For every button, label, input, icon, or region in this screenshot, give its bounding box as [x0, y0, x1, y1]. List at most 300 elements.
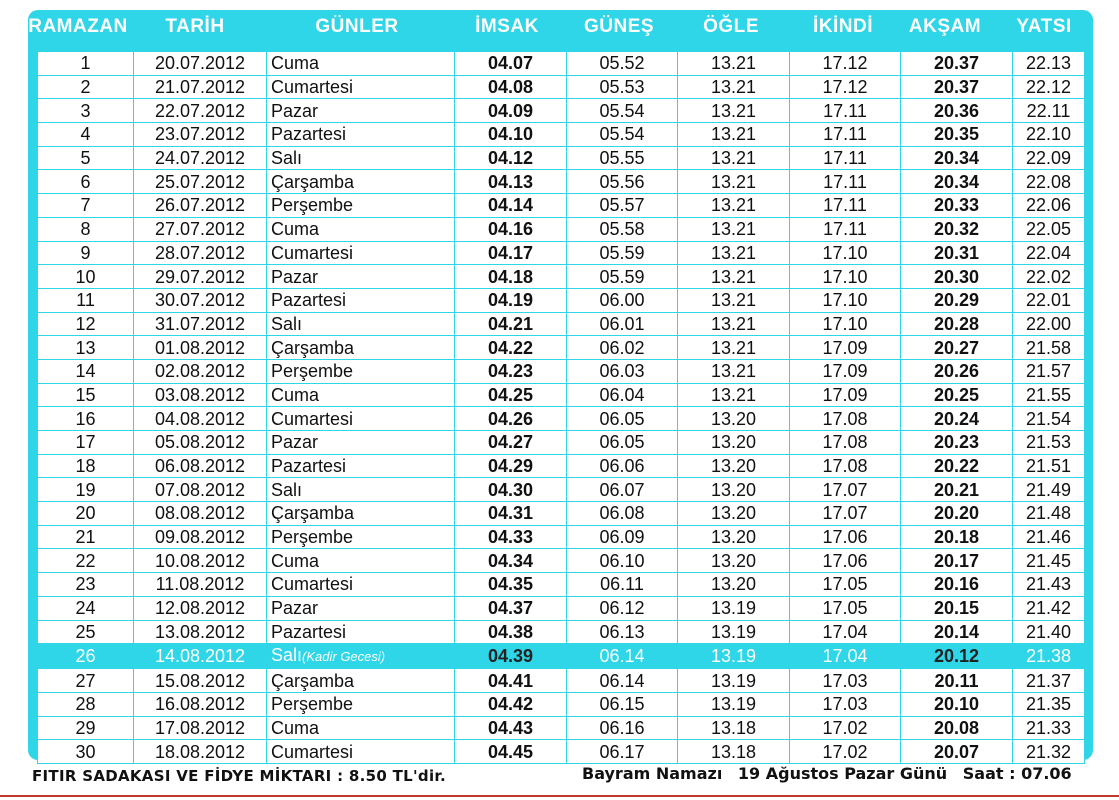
date-value: 03.08.2012 — [154, 384, 246, 405]
weekday-value: Pazartesi — [271, 290, 347, 311]
date-value: 31.07.2012 — [154, 313, 246, 334]
header-imsak: İMSAK — [475, 16, 539, 37]
cell-date — [134, 549, 267, 573]
cell-date — [134, 123, 267, 147]
cell-day-number — [38, 123, 134, 147]
ikindi-value: 17.12 — [822, 53, 868, 74]
gunes-value: 06.17 — [599, 741, 645, 762]
table-row — [38, 692, 1085, 716]
date-value: 13.08.2012 — [154, 621, 246, 642]
cell-date — [134, 383, 267, 407]
day-number-value: 1 — [80, 53, 91, 74]
weekday-value: Cuma — [271, 384, 320, 405]
cell-imsak — [455, 288, 567, 312]
date-value: 11.08.2012 — [155, 574, 245, 595]
cell-imsak — [455, 383, 567, 407]
ikindi-value: 17.11 — [823, 171, 867, 192]
day-number-value: 6 — [80, 171, 91, 192]
day-number-value: 10 — [75, 266, 96, 287]
cell-imsak — [455, 336, 567, 360]
table-row — [38, 99, 1085, 123]
cell-day-number — [38, 407, 134, 431]
cell-yatsi — [1013, 669, 1085, 693]
cell-date — [134, 407, 267, 431]
cell-yatsi — [1013, 241, 1085, 265]
table-row — [38, 549, 1085, 573]
imsak-value: 04.21 — [487, 313, 534, 334]
cell-aksam — [901, 407, 1013, 431]
ogle-value: 13.20 — [710, 550, 757, 571]
imsak-value: 04.41 — [487, 670, 534, 691]
gunes-value: 06.14 — [599, 670, 645, 691]
day-number-value: 15 — [75, 384, 96, 405]
bottom-rule — [0, 795, 1119, 797]
cell-aksam — [901, 454, 1013, 478]
ogle-value: 13.21 — [710, 124, 757, 145]
ikindi-value: 17.12 — [822, 77, 868, 98]
ogle-value: 13.21 — [710, 171, 757, 192]
cell-weekday — [267, 312, 455, 336]
cell-aksam — [901, 241, 1013, 265]
aksam-value: 20.28 — [933, 313, 980, 334]
yatsi-value: 21.32 — [1025, 741, 1072, 762]
cell-imsak — [455, 312, 567, 336]
cell-weekday — [267, 716, 455, 740]
cell-weekday — [267, 75, 455, 99]
ikindi-value: 17.08 — [822, 456, 868, 477]
cell-day-number — [38, 596, 134, 620]
cell-yatsi — [1013, 525, 1085, 549]
weekday-value: Cuma — [271, 53, 320, 74]
timetable-frame — [28, 10, 1093, 760]
aksam-value: 20.24 — [933, 408, 980, 429]
date-value: 16.08.2012 — [154, 694, 246, 715]
cell-date — [134, 620, 267, 644]
ogle-value: 13.19 — [710, 621, 757, 642]
aksam-value: 20.16 — [933, 574, 980, 595]
cell-weekday — [267, 502, 455, 526]
gunes-value: 06.05 — [599, 432, 645, 453]
cell-ogle — [678, 478, 790, 502]
cell-gunes — [567, 740, 678, 764]
cell-day-number — [38, 99, 134, 123]
ogle-value: 13.20 — [710, 574, 757, 595]
imsak-value: 04.18 — [487, 266, 534, 287]
weekday-value: Cumartesi — [271, 408, 354, 429]
day-number-value: 7 — [80, 195, 91, 216]
cell-gunes — [567, 312, 678, 336]
cell-gunes — [567, 502, 678, 526]
table-row — [38, 669, 1085, 693]
cell-weekday — [267, 407, 455, 431]
gunes-value: 06.08 — [599, 503, 645, 524]
cell-date — [134, 312, 267, 336]
yatsi-value: 22.01 — [1025, 290, 1072, 311]
cell-aksam — [901, 573, 1013, 597]
cell-ogle — [678, 692, 790, 716]
gunes-value: 06.06 — [599, 456, 645, 477]
aksam-value: 20.11 — [934, 670, 979, 691]
imsak-value: 04.33 — [487, 527, 534, 548]
imsak-value: 04.35 — [487, 574, 534, 595]
cell-weekday — [267, 217, 455, 241]
gunes-value: 05.58 — [599, 219, 645, 240]
aksam-value: 20.33 — [933, 195, 980, 216]
date-value: 24.07.2012 — [154, 148, 246, 169]
aksam-value: 20.32 — [933, 219, 980, 240]
cell-date — [134, 573, 267, 597]
cell-ikindi — [790, 194, 901, 218]
table-row — [38, 170, 1085, 194]
ikindi-value: 17.10 — [822, 266, 868, 287]
ikindi-value: 17.06 — [822, 527, 868, 548]
cell-date — [134, 596, 267, 620]
cell-ikindi — [790, 288, 901, 312]
day-number-value: 29 — [75, 717, 96, 738]
cell-ikindi — [790, 502, 901, 526]
date-value: 08.08.2012 — [154, 503, 246, 524]
date-value: 09.08.2012 — [154, 527, 246, 548]
date-value: 17.08.2012 — [154, 717, 246, 738]
imsak-value: 04.45 — [487, 741, 534, 762]
weekday-value: Çarşamba — [271, 337, 355, 358]
cell-yatsi — [1013, 99, 1085, 123]
cell-aksam — [901, 312, 1013, 336]
weekday-value: Cumartesi — [271, 77, 354, 98]
cell-date — [134, 217, 267, 241]
cell-gunes — [567, 549, 678, 573]
cell-yatsi — [1013, 123, 1085, 147]
cell-ogle — [678, 620, 790, 644]
cell-ogle — [678, 740, 790, 764]
table-row — [38, 454, 1085, 478]
cell-date — [134, 502, 267, 526]
cell-day-number — [38, 52, 134, 76]
cell-ogle — [678, 716, 790, 740]
cell-imsak — [455, 146, 567, 170]
aksam-value: 20.23 — [933, 432, 980, 453]
cell-gunes — [567, 478, 678, 502]
yatsi-value: 22.05 — [1025, 219, 1072, 240]
ogle-value: 13.20 — [710, 432, 757, 453]
cell-ogle — [678, 669, 790, 693]
yatsi-value: 21.54 — [1025, 408, 1072, 429]
cell-aksam — [901, 716, 1013, 740]
ikindi-value: 17.11 — [823, 148, 867, 169]
yatsi-value: 22.10 — [1025, 124, 1072, 145]
cell-ogle — [678, 431, 790, 455]
gunes-value: 06.00 — [599, 290, 645, 311]
date-value: 07.08.2012 — [154, 479, 246, 500]
cell-gunes — [567, 669, 678, 693]
ogle-value: 13.20 — [710, 408, 757, 429]
yatsi-value: 21.58 — [1025, 337, 1072, 358]
yatsi-value: 22.00 — [1025, 313, 1072, 334]
day-number-value: 16 — [75, 408, 96, 429]
date-value: 28.07.2012 — [154, 242, 246, 263]
weekday-value: Pazartesi — [271, 456, 347, 477]
cell-imsak — [455, 265, 567, 289]
cell-date — [134, 431, 267, 455]
day-number-value: 26 — [75, 646, 96, 667]
imsak-value: 04.26 — [487, 408, 534, 429]
cell-day-number — [38, 431, 134, 455]
cell-ogle — [678, 573, 790, 597]
cell-ikindi — [790, 170, 901, 194]
cell-aksam — [901, 644, 1013, 669]
table-row — [38, 478, 1085, 502]
date-value: 04.08.2012 — [154, 408, 246, 429]
cell-yatsi — [1013, 170, 1085, 194]
weekday-value: Salı — [271, 148, 303, 169]
bayram-date: 19 Ağustos Pazar Günü — [737, 764, 948, 783]
imsak-value: 04.16 — [487, 219, 534, 240]
day-number-value: 2 — [80, 77, 91, 98]
prayer-times-table — [37, 51, 1085, 764]
imsak-value: 04.07 — [487, 53, 534, 74]
yatsi-value: 21.40 — [1025, 621, 1072, 642]
cell-ikindi — [790, 217, 901, 241]
yatsi-value: 22.09 — [1025, 148, 1072, 169]
day-number-value: 12 — [75, 313, 96, 334]
table-row — [38, 596, 1085, 620]
fitir-sadakasi-text: FITIR SADAKASI VE FİDYE MİKTARI : 8.50 TL'dir. — [32, 767, 446, 785]
cell-day-number — [38, 644, 134, 669]
ikindi-value: 17.04 — [822, 621, 868, 642]
imsak-value: 04.43 — [487, 717, 534, 738]
ikindi-value: 17.10 — [822, 313, 868, 334]
cell-weekday — [267, 288, 455, 312]
weekday-value: Pazar — [271, 100, 319, 121]
aksam-value: 20.36 — [933, 100, 980, 121]
weekday-value: Çarşamba — [271, 670, 355, 691]
cell-imsak — [455, 99, 567, 123]
cell-aksam — [901, 146, 1013, 170]
cell-imsak — [455, 740, 567, 764]
gunes-value: 05.55 — [599, 148, 645, 169]
imsak-value: 04.19 — [487, 290, 534, 311]
ogle-value: 13.20 — [710, 527, 757, 548]
day-number-value: 13 — [75, 337, 96, 358]
cell-ogle — [678, 502, 790, 526]
cell-ikindi — [790, 312, 901, 336]
ikindi-value: 17.11 — [823, 100, 867, 121]
gunes-value: 05.54 — [599, 100, 645, 121]
header-gunes: GÜNEŞ — [583, 16, 655, 37]
cell-ikindi — [790, 52, 901, 76]
cell-ogle — [678, 194, 790, 218]
day-number-value: 4 — [80, 124, 91, 145]
cell-imsak — [455, 123, 567, 147]
cell-imsak — [455, 431, 567, 455]
cell-date — [134, 359, 267, 383]
ogle-value: 13.18 — [710, 717, 757, 738]
timetable-grid — [37, 51, 1084, 764]
ogle-value: 13.19 — [710, 670, 757, 691]
aksam-value: 20.20 — [933, 503, 980, 524]
cell-ikindi — [790, 573, 901, 597]
table-header — [28, 10, 1093, 46]
cell-ogle — [678, 99, 790, 123]
aksam-value: 20.08 — [933, 717, 980, 738]
cell-gunes — [567, 431, 678, 455]
cell-yatsi — [1013, 692, 1085, 716]
yatsi-value: 22.02 — [1025, 266, 1072, 287]
cell-day-number — [38, 620, 134, 644]
cell-imsak — [455, 52, 567, 76]
ikindi-value: 17.11 — [823, 124, 867, 145]
cell-date — [134, 194, 267, 218]
weekday-value: Pazartesi — [271, 124, 347, 145]
cell-weekday — [267, 383, 455, 407]
gunes-value: 05.57 — [599, 195, 645, 216]
yatsi-value: 21.37 — [1025, 670, 1072, 691]
weekday-value: Cumartesi — [271, 242, 354, 263]
cell-ogle — [678, 52, 790, 76]
cell-aksam — [901, 620, 1013, 644]
yatsi-value: 22.13 — [1025, 53, 1072, 74]
date-value: 30.07.2012 — [154, 290, 246, 311]
yatsi-value: 21.46 — [1025, 527, 1072, 548]
cell-aksam — [901, 549, 1013, 573]
gunes-value: 06.04 — [599, 384, 645, 405]
cell-ikindi — [790, 716, 901, 740]
cell-gunes — [567, 692, 678, 716]
aksam-value: 20.26 — [933, 361, 980, 382]
imsak-value: 04.22 — [487, 337, 534, 358]
imsak-value: 04.17 — [487, 242, 534, 263]
day-number-value: 21 — [75, 527, 96, 548]
imsak-value: 04.23 — [487, 361, 534, 382]
cell-weekday — [267, 549, 455, 573]
table-row — [38, 525, 1085, 549]
cell-imsak — [455, 359, 567, 383]
table-row — [38, 431, 1085, 455]
ikindi-value: 17.09 — [822, 384, 868, 405]
cell-weekday — [267, 596, 455, 620]
cell-gunes — [567, 359, 678, 383]
cell-date — [134, 52, 267, 76]
imsak-value: 04.42 — [487, 694, 534, 715]
cell-ikindi — [790, 75, 901, 99]
table-row — [38, 217, 1085, 241]
cell-aksam — [901, 170, 1013, 194]
ikindi-value: 17.10 — [822, 242, 868, 263]
yatsi-value: 22.06 — [1025, 195, 1072, 216]
imsak-value: 04.25 — [487, 384, 534, 405]
cell-gunes — [567, 194, 678, 218]
cell-imsak — [455, 644, 567, 669]
yatsi-value: 21.35 — [1025, 694, 1072, 715]
cell-ogle — [678, 170, 790, 194]
weekday-value: Cuma — [271, 219, 320, 240]
cell-day-number — [38, 359, 134, 383]
cell-day-number — [38, 146, 134, 170]
cell-weekday — [267, 99, 455, 123]
gunes-value: 06.15 — [599, 694, 645, 715]
cell-ogle — [678, 146, 790, 170]
gunes-value: 06.13 — [599, 621, 645, 642]
bayram-namazi-info — [582, 764, 1082, 783]
cell-day-number — [38, 170, 134, 194]
aksam-value: 20.34 — [933, 148, 980, 169]
cell-gunes — [567, 52, 678, 76]
cell-weekday — [267, 123, 455, 147]
ogle-value: 13.20 — [710, 479, 757, 500]
cell-aksam — [901, 123, 1013, 147]
weekday-value: Çarşamba — [271, 171, 355, 192]
gunes-value: 05.59 — [599, 266, 645, 287]
yatsi-value: 21.55 — [1025, 384, 1072, 405]
yatsi-value: 21.33 — [1025, 717, 1072, 738]
day-number-value: 22 — [75, 550, 96, 571]
cell-aksam — [901, 265, 1013, 289]
cell-yatsi — [1013, 454, 1085, 478]
date-value: 06.08.2012 — [154, 456, 246, 477]
ogle-value: 13.21 — [710, 266, 757, 287]
cell-imsak — [455, 217, 567, 241]
imsak-value: 04.09 — [487, 100, 534, 121]
yatsi-value: 21.53 — [1025, 432, 1072, 453]
aksam-value: 20.37 — [933, 77, 980, 98]
ogle-value: 13.21 — [710, 361, 757, 382]
cell-yatsi — [1013, 146, 1085, 170]
ikindi-value: 17.09 — [822, 361, 868, 382]
cell-yatsi — [1013, 336, 1085, 360]
ogle-value: 13.21 — [710, 242, 757, 263]
yatsi-value: 21.45 — [1025, 550, 1072, 571]
cell-aksam — [901, 383, 1013, 407]
date-value: 12.08.2012 — [154, 598, 246, 619]
imsak-value: 04.10 — [487, 124, 534, 145]
weekday-value: Salı — [271, 313, 303, 334]
cell-ikindi — [790, 740, 901, 764]
ogle-value: 13.21 — [710, 384, 757, 405]
cell-ogle — [678, 644, 790, 669]
cell-day-number — [38, 265, 134, 289]
bayram-saat: Saat : 07.06 — [962, 764, 1072, 783]
imsak-value: 04.38 — [487, 621, 534, 642]
aksam-value: 20.14 — [933, 621, 980, 642]
ikindi-value: 17.08 — [822, 408, 868, 429]
cell-weekday — [267, 573, 455, 597]
table-row — [38, 52, 1085, 76]
weekday-value: Cumartesi — [271, 741, 354, 762]
ogle-value: 13.21 — [710, 100, 757, 121]
gunes-value: 05.53 — [599, 77, 645, 98]
cell-imsak — [455, 549, 567, 573]
table-row — [38, 123, 1085, 147]
date-value: 05.08.2012 — [154, 432, 246, 453]
bayram-label: Bayram Namazı — [582, 764, 723, 783]
weekday-value: Salı — [271, 645, 303, 666]
weekday-value: Perşembe — [271, 527, 354, 548]
cell-yatsi — [1013, 573, 1085, 597]
cell-day-number — [38, 692, 134, 716]
cell-date — [134, 692, 267, 716]
gunes-value: 06.05 — [599, 408, 645, 429]
cell-weekday — [267, 194, 455, 218]
table-row — [38, 336, 1085, 360]
date-value: 14.08.2012 — [154, 646, 246, 667]
imsak-value: 04.30 — [487, 479, 534, 500]
cell-day-number — [38, 716, 134, 740]
ikindi-value: 17.09 — [822, 337, 868, 358]
header-ikindi: İKİNDİ — [813, 16, 873, 37]
gunes-value: 06.02 — [599, 337, 645, 358]
date-value: 20.07.2012 — [154, 53, 246, 74]
cell-weekday — [267, 265, 455, 289]
